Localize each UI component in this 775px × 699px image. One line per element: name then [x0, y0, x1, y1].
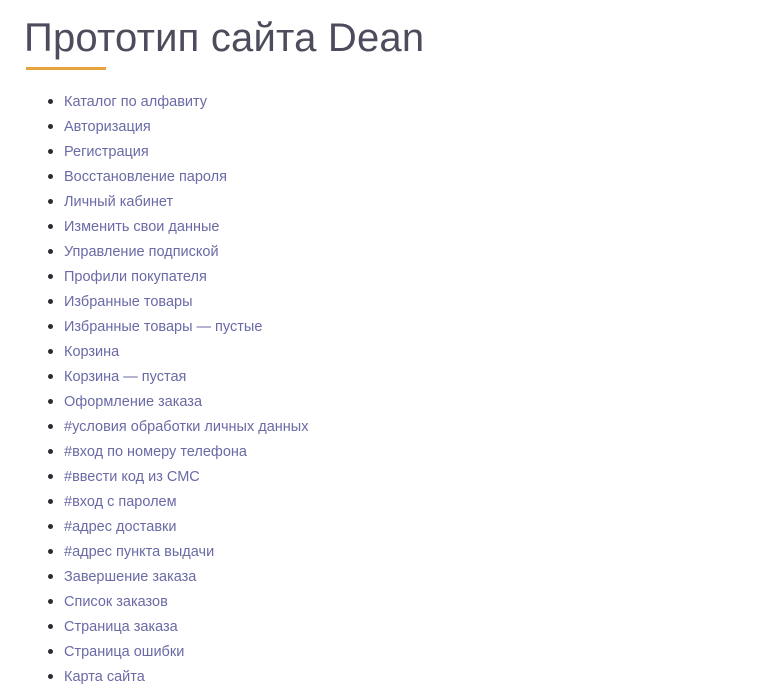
link-favorites[interactable]: Избранные товары — [64, 294, 193, 310]
list-item[interactable] — [46, 644, 751, 660]
link-authorization[interactable]: Авторизация — [64, 119, 151, 135]
list-item[interactable] — [46, 669, 751, 685]
link-registration[interactable]: Регистрация — [64, 144, 149, 160]
page-header — [24, 0, 751, 70]
link-buyer-profiles[interactable]: Профили покупателя — [64, 269, 207, 285]
list-item[interactable] — [46, 244, 751, 260]
link-order-list[interactable]: Список заказов — [64, 594, 168, 610]
link-catalog-alphabet[interactable]: Каталог по алфавиту — [64, 94, 208, 110]
prototype-link-list — [24, 94, 751, 685]
list-item[interactable] — [46, 344, 751, 360]
link-order-completion[interactable]: Завершение заказа — [64, 569, 197, 585]
link-edit-my-data[interactable]: Изменить свои данные — [64, 219, 220, 235]
list-item[interactable] — [46, 294, 751, 310]
link-error-page[interactable]: Страница ошибки — [64, 644, 185, 660]
list-item[interactable] — [46, 144, 751, 160]
list-item[interactable] — [46, 569, 751, 585]
link-enter-sms-code[interactable]: #ввести код из СМС — [64, 469, 200, 485]
link-pickup-point-address[interactable]: #адрес пункта выдачи — [64, 544, 215, 560]
list-item[interactable] — [46, 269, 751, 285]
list-item[interactable] — [46, 319, 751, 335]
list-item[interactable] — [46, 519, 751, 535]
link-subscription-management[interactable]: Управление подпиской — [64, 244, 219, 260]
link-personal-data-terms[interactable]: #условия обработки личных данных — [64, 419, 309, 435]
link-checkout[interactable]: Оформление заказа — [64, 394, 203, 410]
list-item[interactable] — [46, 119, 751, 135]
list-item[interactable] — [46, 219, 751, 235]
title-underline — [26, 67, 106, 70]
list-item[interactable] — [46, 94, 751, 110]
list-item[interactable] — [46, 494, 751, 510]
link-cart-empty[interactable]: Корзина — пустая — [64, 369, 187, 385]
list-item[interactable] — [46, 169, 751, 185]
link-delivery-address[interactable]: #адрес доставки — [64, 519, 177, 535]
link-favorites-empty[interactable]: Избранные товары — пустые — [64, 319, 263, 335]
page-title: Прототип сайта Dean — [24, 16, 425, 60]
link-order-page[interactable]: Страница заказа — [64, 619, 178, 635]
list-item[interactable] — [46, 594, 751, 610]
list-item[interactable] — [46, 194, 751, 210]
link-login-with-password[interactable]: #вход с паролем — [64, 494, 177, 510]
link-sitemap[interactable]: Карта сайта — [64, 669, 145, 685]
list-item[interactable] — [46, 394, 751, 410]
link-login-by-phone[interactable]: #вход по номеру телефона — [64, 444, 247, 460]
list-item[interactable] — [46, 469, 751, 485]
link-cart[interactable]: Корзина — [64, 344, 120, 360]
list-item[interactable] — [46, 419, 751, 435]
list-item[interactable] — [46, 619, 751, 635]
list-item[interactable] — [46, 369, 751, 385]
list-item[interactable] — [46, 544, 751, 560]
list-item[interactable] — [46, 444, 751, 460]
link-personal-account[interactable]: Личный кабинет — [64, 194, 174, 210]
link-password-recovery[interactable]: Восстановление пароля — [64, 169, 227, 185]
